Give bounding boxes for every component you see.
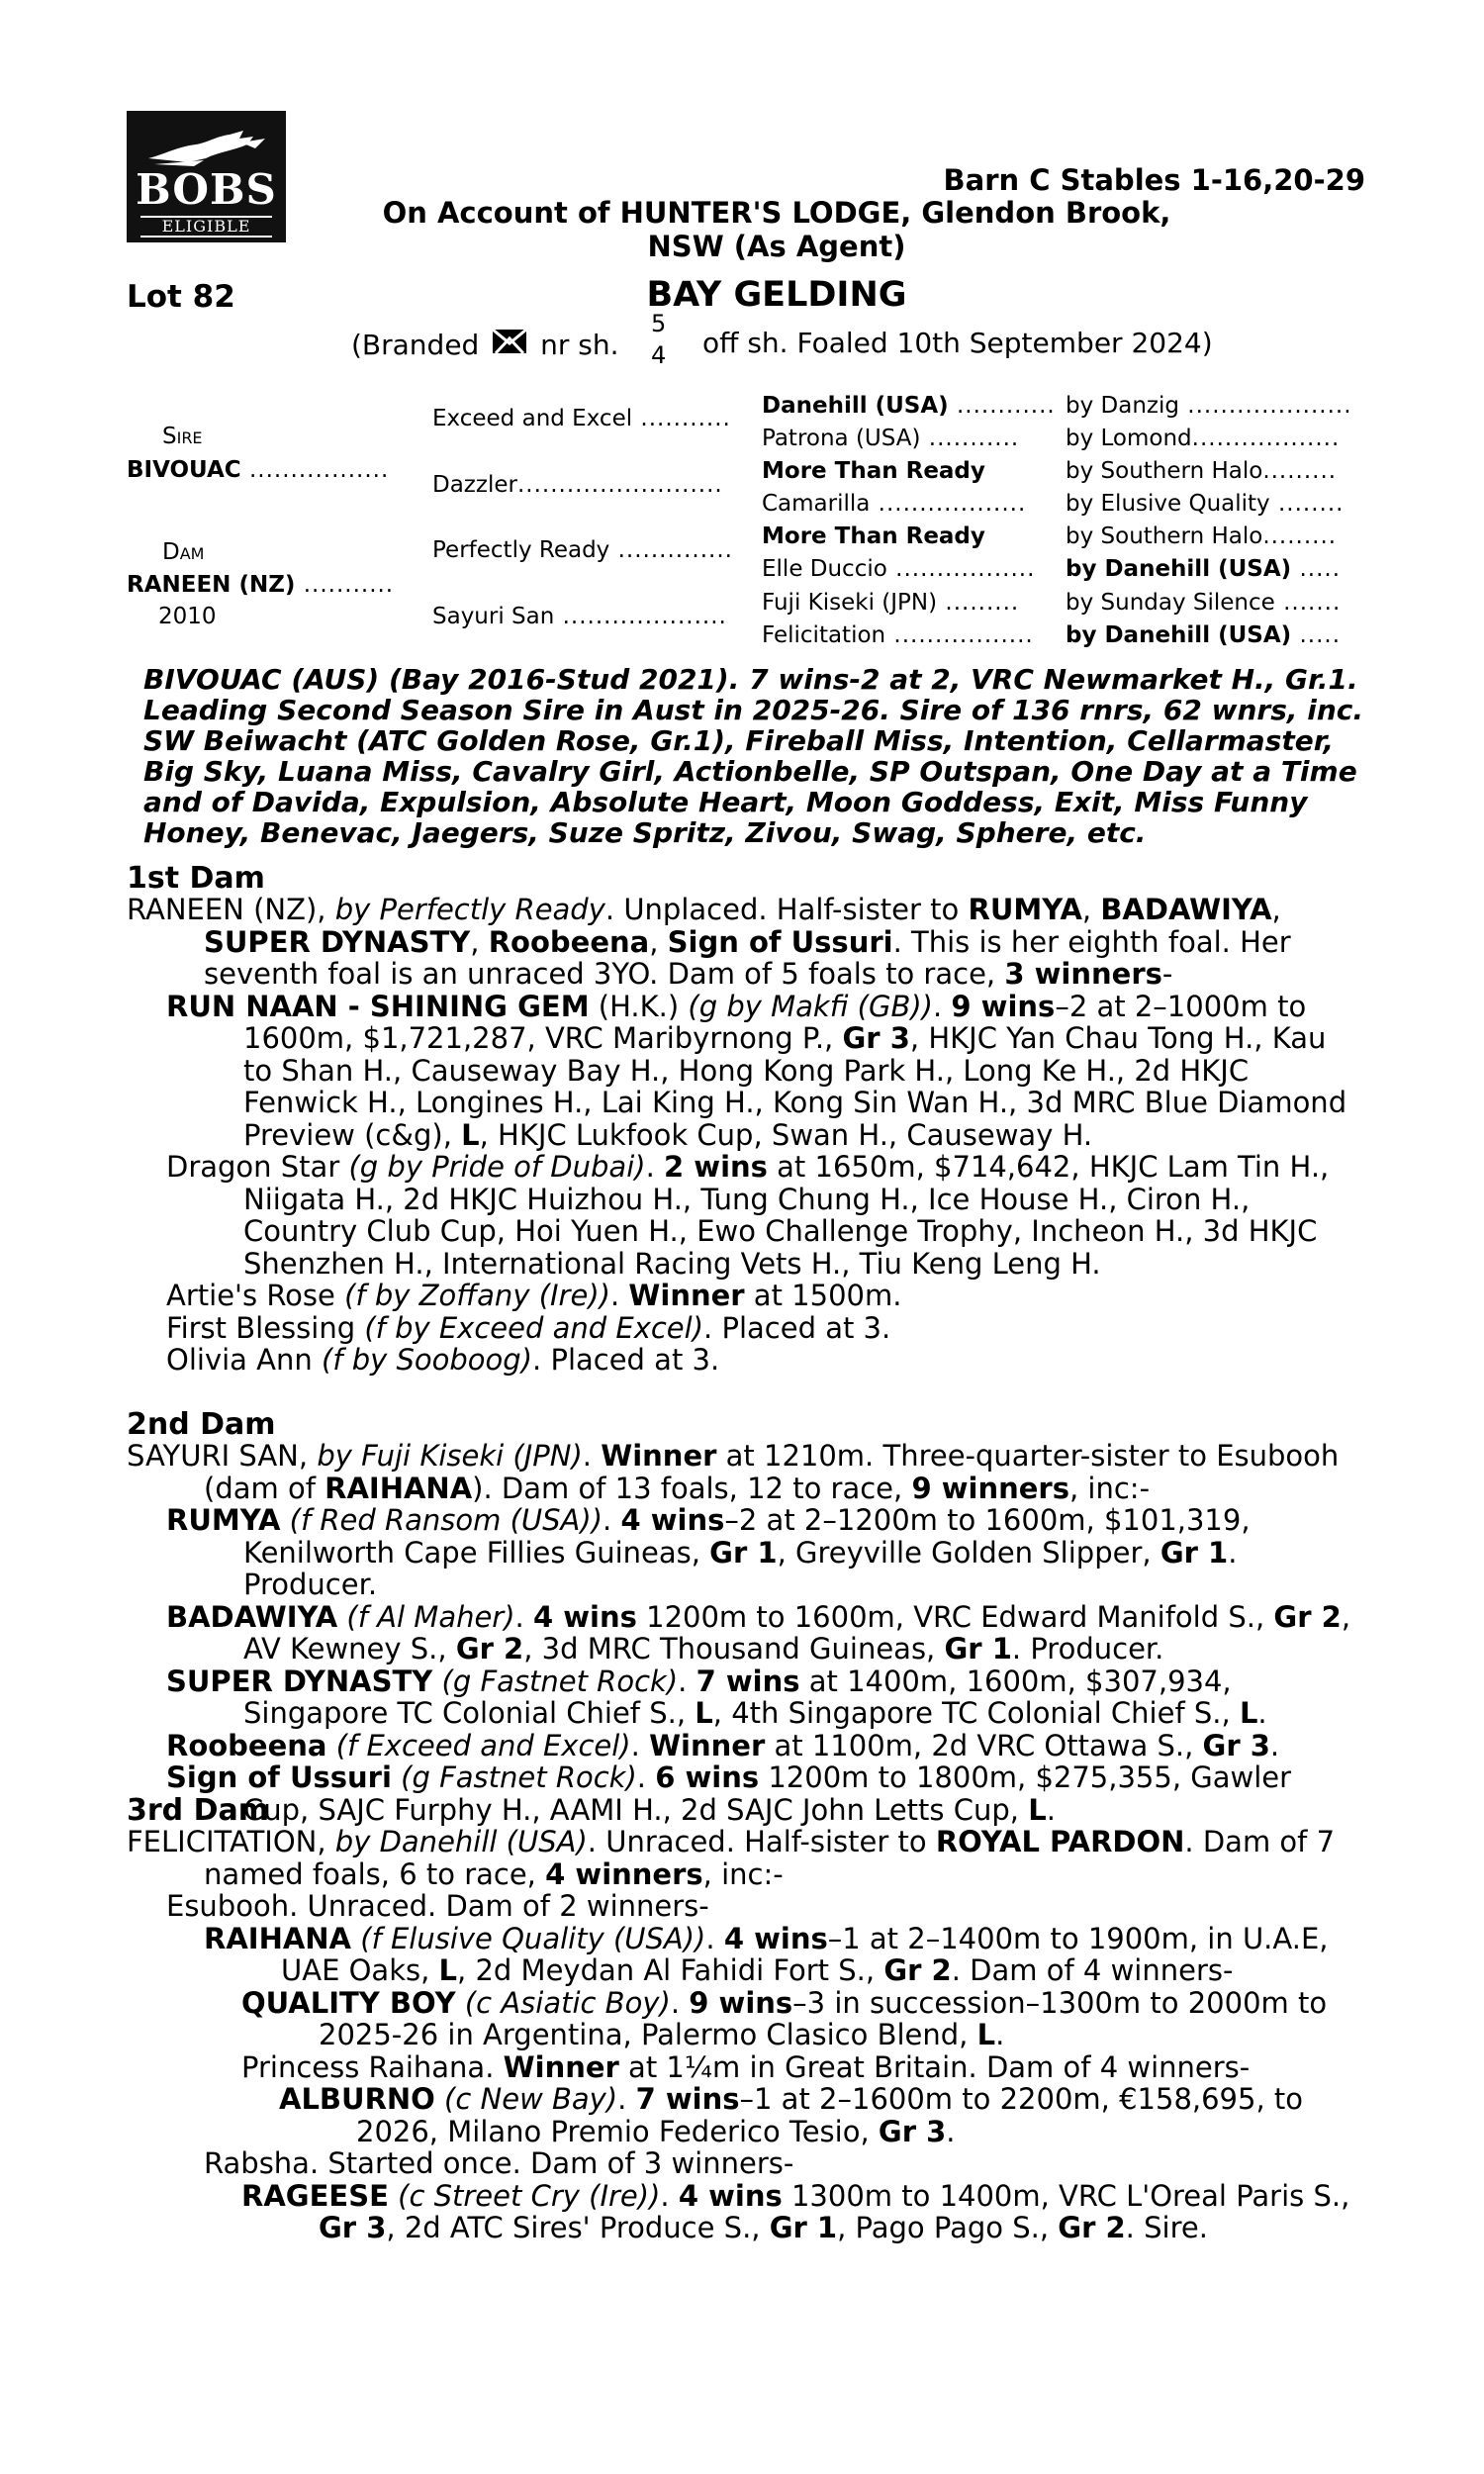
- brand-number-top: 5: [651, 310, 667, 337]
- horse-icon: [144, 129, 268, 168]
- horse-description: BAY GELDING: [646, 275, 907, 315]
- progeny-run-naan: RUN NAAN - SHINING GEM (H.K.) (g by Makfi (GB)). 9 wins–2 at 2–1000m to 1600m, $1,721,287, VRC Maribyrnong P., Gr 3, HKJC Yan Chau Tong H., Kau to Shan H., Causeway Bay H., Hong Kong Park H., Long Ke H., 2d HKJC Fenwick H., Longines H., Lai King H., Kong Sin Wan H., 3d MRC Blue Diamond Preview (c&g), L, HKJC Lukfook Cup, Swan H., Causeway H.: [166, 989, 1347, 1152]
- third-dam-heading: 3rd Dam: [127, 1793, 269, 1828]
- pedigree-g4-8: by Danehill (USA) .....: [1066, 622, 1342, 648]
- progeny-roobeena: Roobeena (f Exceed and Excel). Winner at 1100m, 2d VRC Ottawa S., Gr 3.: [166, 1728, 1280, 1762]
- progeny-quality-boy: QUALITY BOY (c Asiatic Boy). 9 wins–3 in succession–1300m to 2000m to 2025-26 in Argentina, Palermo Clasico Blend, L.: [241, 1985, 1328, 2051]
- progeny-princess-raihana: Princess Raihana. Winner at 1¼m in Great Britain. Dam of 4 winners-: [241, 2049, 1251, 2084]
- pedigree-g4-3: by Southern Halo.........: [1066, 458, 1338, 484]
- pedigree-g4-1: by Danzig ....................: [1066, 393, 1352, 419]
- pedigree-g4-6: by Danehill (USA) .....: [1066, 556, 1342, 582]
- pedigree-g3-3: More Than Ready: [762, 458, 985, 484]
- pedigree-g3-4: Camarilla ..................: [762, 491, 1027, 517]
- progeny-raihana: RAIHANA (f Elusive Quality (USA)). 4 wins–1 at 2–1400m to 1900m, in U.A.E, UAE Oaks, L, 2d Meydan Al Fahidi Fort S., Gr 2. Dam of 4 winners-: [204, 1921, 1329, 1987]
- progeny-sign-of-ussuri: Sign of Ussuri (g Fastnet Rock). 6 wins 1200m to 1800m, $275,355, Gawler Cup, SAJC Furphy H., AAMI H., 2d SAJC John Letts Cup, L.: [166, 1760, 1292, 1827]
- pedigree-g2-2: Dazzler.........................: [432, 472, 723, 498]
- dam-label: Dam: [162, 539, 205, 565]
- brand-open: (Branded: [351, 329, 480, 361]
- progeny-rageese: RAGEESE (c Street Cry (Ire)). 4 wins 1300m to 1400m, VRC L'Oreal Paris S., Gr 3, 2d ATC Sires' Produce S., Gr 1, Pago Pago S., Gr 2. Sire.: [241, 2178, 1350, 2244]
- progeny-alburno: ALBURNO (c New Bay). 7 wins–1 at 2–1600m to 2200m, €158,695, to 2026, Milano Premio Federico Tesio, Gr 3.: [279, 2082, 1304, 2148]
- progeny-arties-rose: Artie's Rose (f by Zoffany (Ire)). Winner at 1500m.: [166, 1279, 902, 1312]
- pedigree-g4-2: by Lomond..................: [1066, 426, 1341, 451]
- sire-label: Sire: [162, 424, 203, 449]
- barn-location: Barn C Stables 1-16,20-29: [943, 163, 1365, 197]
- progeny-rumya: RUMYA (f Red Ransom (USA)). 4 wins–2 at 2–1200m to 1600m, $101,319, Kenilworth Cape Fillies Guineas, Gr 1, Greyville Golden Slipper, Gr 1. Producer.: [166, 1503, 1251, 1601]
- sire-bio: BIVOUAC (AUS) (Bay 2016-Stud 2021). 7 wins-2 at 2, VRC Newmarket H., Gr.1. Leading Second Season Sire in Aust in 2025-26. Sire of 136 rnrs, 62 wnrs, inc. SW Beiwacht (ATC Golden Rose, Gr.1), Fireball Miss, Intention, Cellarmaster, Big Sky, Luana Miss, Cavalry Girl, Actionbelle, SP Outspan, One Day at a Time and of Davida, Expulsion, Absolute Heart, Moon Goddess, Exit, Miss Funny Honey, Benevac, Jaegers, Suze Spritz, Zivou, Swag, Sphere, etc.: [143, 663, 1364, 849]
- brand-line: [351, 327, 619, 361]
- progeny-rabsha: Rabsha. Started once. Dam of 3 winners-: [204, 2146, 794, 2180]
- progeny-first-blessing: First Blessing (f by Exceed and Excel). Placed at 3.: [166, 1310, 891, 1345]
- progeny-badawiya: BADAWIYA (f Al Maher). 4 wins 1200m to 1600m, VRC Edward Manifold S., Gr 2, AV Kewney S., Gr 2, 3d MRC Thousand Guineas, Gr 1. Producer.: [166, 1599, 1351, 1665]
- brand-number-bottom: 4: [651, 341, 667, 369]
- third-dam-section: [127, 1826, 1363, 2244]
- pedigree-g4-7: by Sunday Silence .......: [1066, 590, 1342, 616]
- first-dam-section: [127, 894, 1363, 1377]
- second-dam-heading: 2nd Dam: [127, 1407, 276, 1442]
- progeny-olivia-ann: Olivia Ann (f by Sooboog). Placed at 3.: [166, 1343, 720, 1377]
- brand-rest: off sh. Foaled 10th September 2024): [702, 327, 1213, 359]
- lot-number: Lot 82: [127, 279, 235, 315]
- vendor-line2: NSW (As Agent): [647, 230, 906, 263]
- sire-name: BIVOUAC .................: [127, 457, 390, 483]
- second-dam-summary: SAYURI SAN, by Fuji Kiseki (JPN). Winner at 1210m. Three-quarter-sister to Esubooh (dam of RAIHANA). Dam of 13 foals, 12 to race, 9 winners, inc:-: [127, 1439, 1340, 1505]
- pedigree-g3-1: Danehill (USA) ............: [762, 393, 1056, 419]
- first-dam-summary: RANEEN (NZ), by Perfectly Ready. Unplaced. Half-sister to RUMYA, BADAWIYA, SUPER DYNASTY, Roobeena, Sign of Ussuri. This is her eighth foal. Her seventh foal is an unraced 3YO. Dam of 5 foals to race, 3 winners-: [127, 893, 1291, 991]
- progeny-dragon-star: Dragon Star (g by Pride of Dubai). 2 wins at 1650m, $714,642, HKJC Lam Tin H., Niigata H., 2d HKJC Huizhou H., Tung Chung H., Ice House H., Ciron H., Country Club Cup, Hoi Yuen H., Ewo Challenge Trophy, Incheon H., 3d HKJC Shenzhen H., International Racing Vets H., Tiu Keng Leng H.: [166, 1150, 1330, 1281]
- vendor-line1: On Account of HUNTER'S LODGE, Glendon Brook,: [382, 196, 1171, 230]
- brand-mark-icon: [490, 327, 529, 356]
- brand-nr: nr sh.: [540, 329, 619, 361]
- pedigree-g3-7: Fuji Kiseki (JPN) .........: [762, 590, 1020, 616]
- logo-text-eligible: ELIGIBLE: [140, 216, 272, 238]
- pedigree-g4-5: by Southern Halo.........: [1066, 523, 1338, 549]
- logo-text-bobs: BOBS: [136, 165, 277, 214]
- pedigree-g2-1: Exceed and Excel ...........: [432, 406, 731, 431]
- third-dam-summary: FELICITATION, by Danehill (USA). Unraced. Half-sister to ROYAL PARDON. Dam of 7 named foals, 6 to race, 4 winners, inc:-: [127, 1825, 1336, 1891]
- pedigree-g3-5: More Than Ready: [762, 523, 985, 549]
- progeny-super-dynasty: SUPER DYNASTY (g Fastnet Rock). 7 wins at 1400m, 1600m, $307,934, Singapore TC Colonial Chief S., L, 4th Singapore TC Colonial Chief S., L.: [166, 1664, 1267, 1730]
- second-dam-section: [127, 1440, 1363, 1826]
- dam-name: RANEEN (NZ) ...........: [127, 572, 395, 598]
- pedigree-g2-4: Sayuri San ....................: [432, 604, 727, 629]
- pedigree-g4-4: by Elusive Quality ........: [1066, 491, 1345, 517]
- first-dam-heading: 1st Dam: [127, 861, 265, 896]
- progeny-esubooh: Esubooh. Unraced. Dam of 2 winners-: [166, 1889, 709, 1923]
- pedigree-g3-2: Patrona (USA) ...........: [762, 426, 1020, 451]
- pedigree-g2-3: Perfectly Ready ..............: [432, 537, 733, 563]
- pedigree-g3-8: Felicitation .................: [762, 622, 1034, 648]
- pedigree-g3-6: Elle Duccio .................: [762, 556, 1036, 582]
- bobs-eligible-logo: [127, 111, 286, 242]
- dam-foaled-year: 2010: [158, 604, 217, 629]
